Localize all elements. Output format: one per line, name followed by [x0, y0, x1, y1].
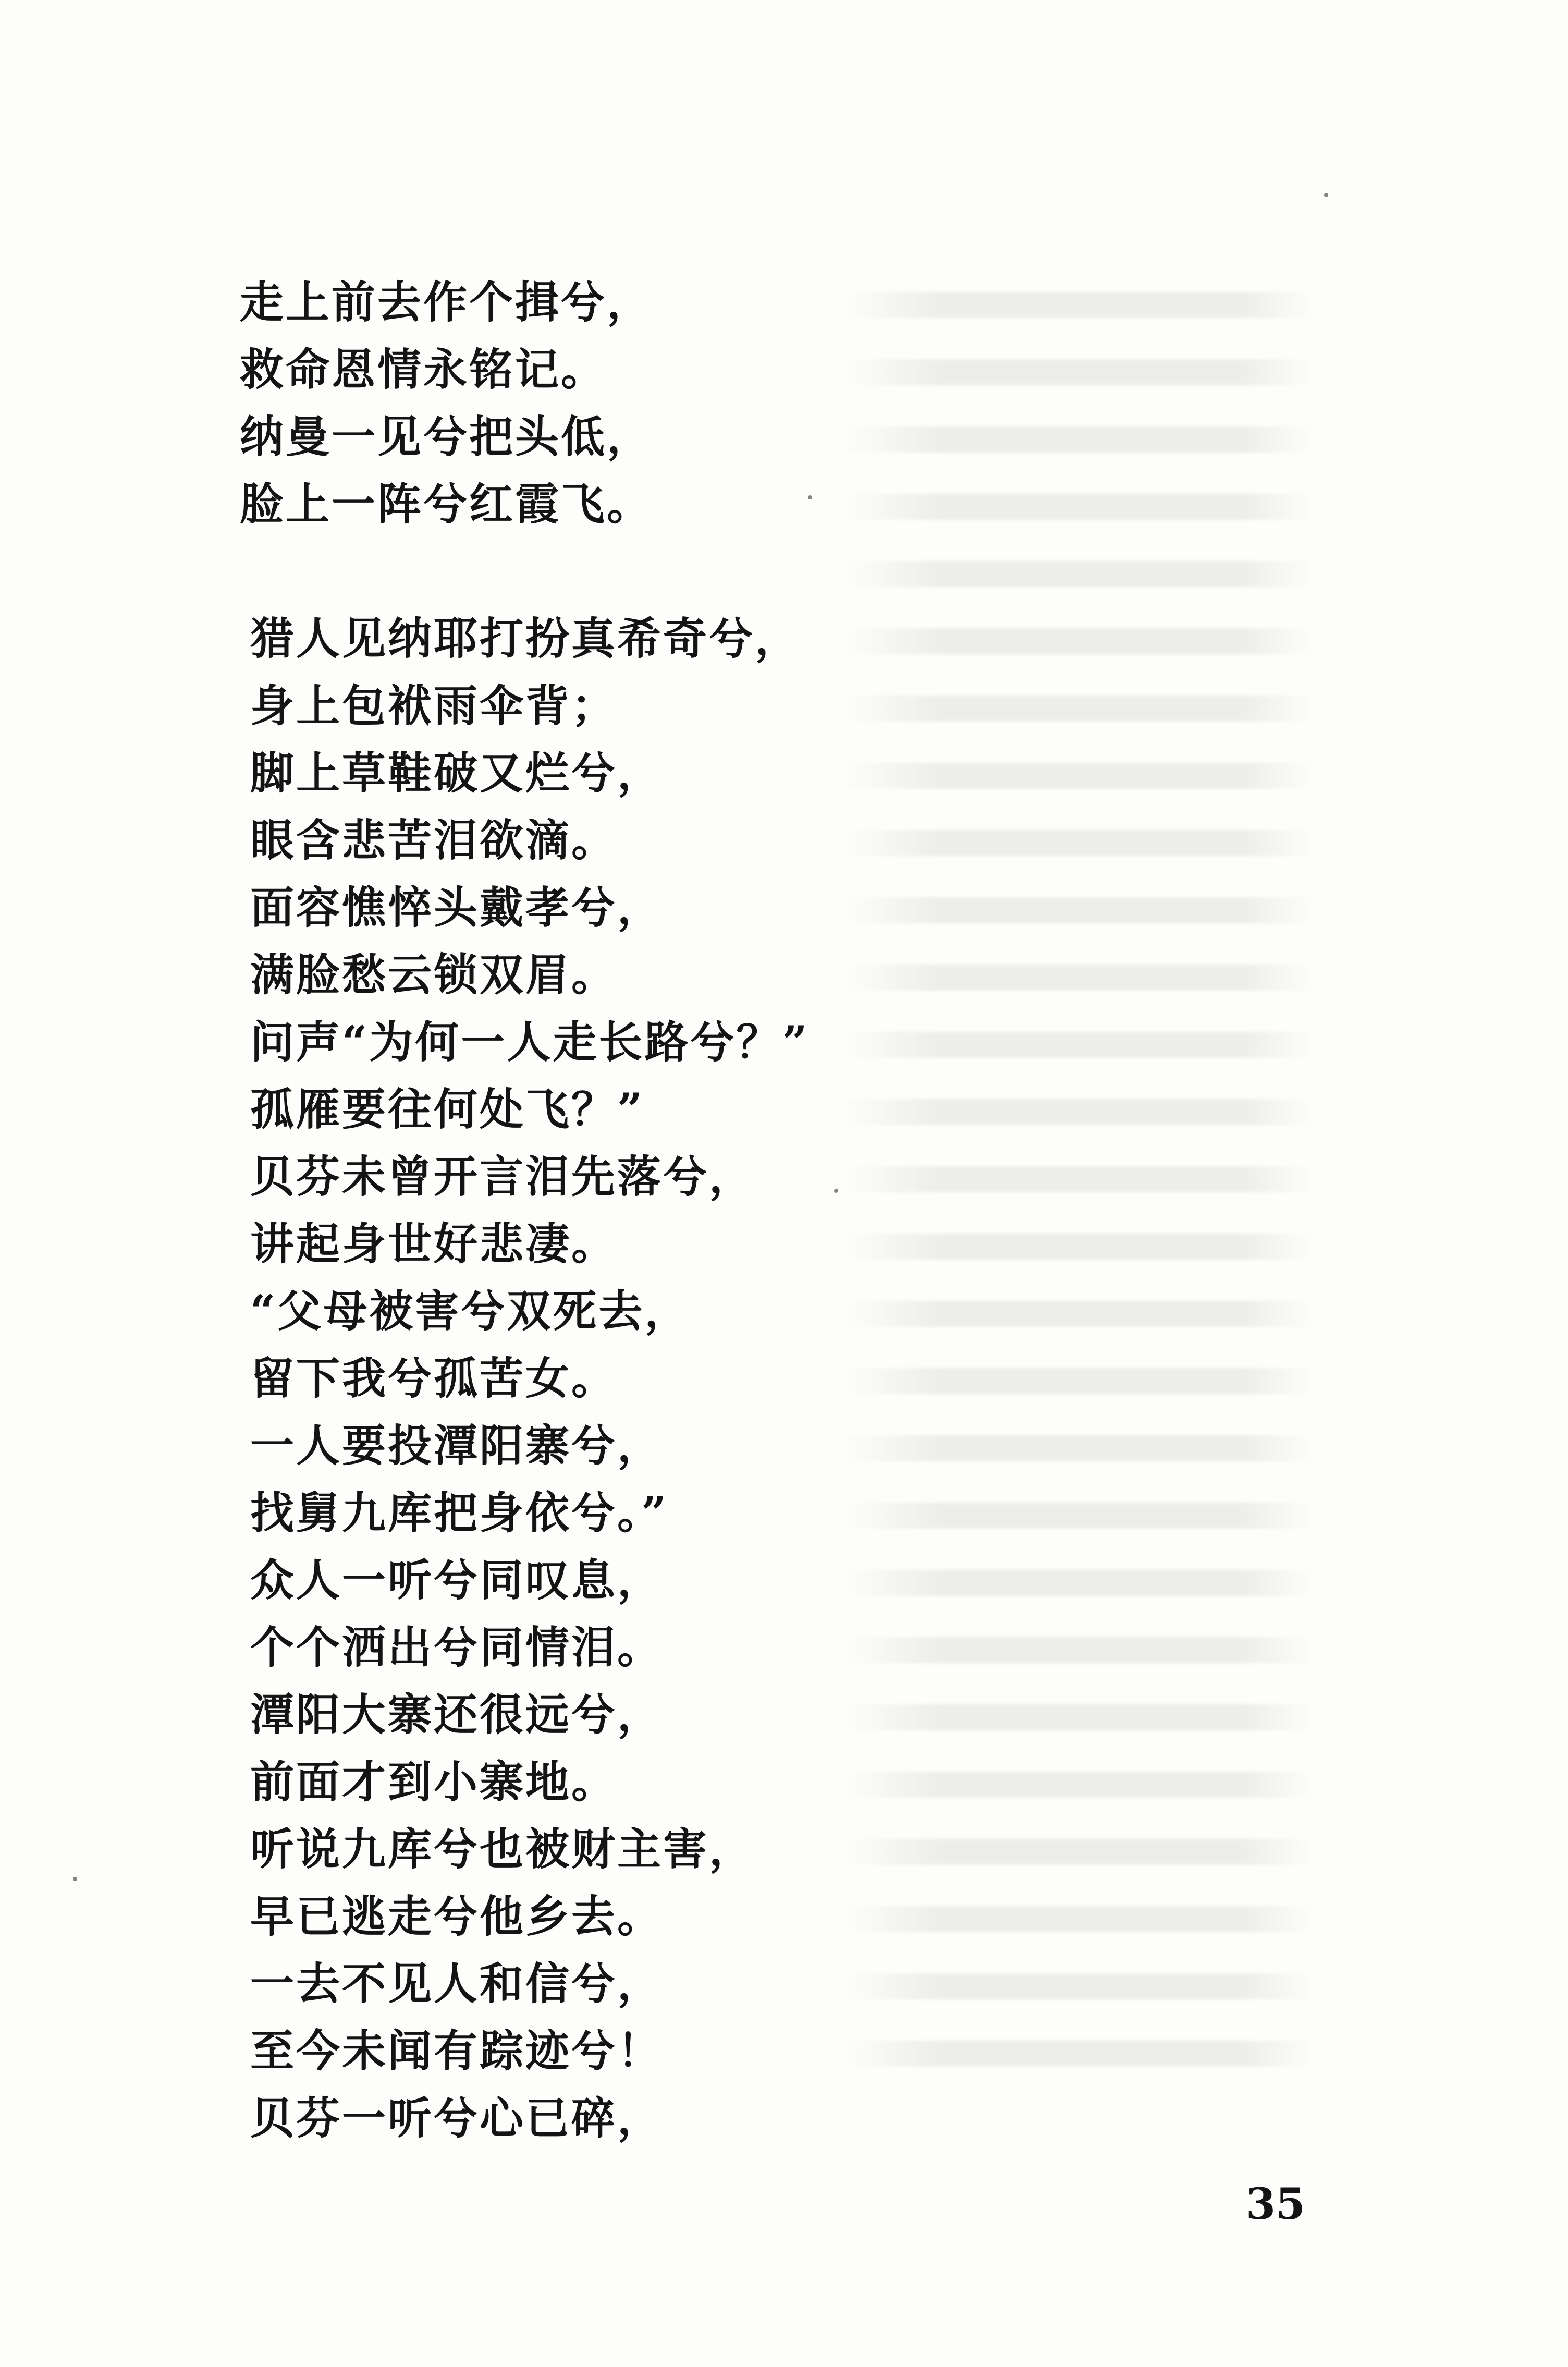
poem-line: 一去不见人和信兮，: [250, 1958, 664, 2009]
poem-line: 众人一听兮同叹息，: [250, 1554, 664, 1606]
poem-line: 眼含悲苦泪欲滴。: [250, 814, 618, 866]
print-speck: [834, 1189, 838, 1193]
poem-line: 个个洒出兮同情泪。: [250, 1621, 664, 1673]
print-speck: [808, 495, 812, 499]
poem-line: 脸上一阵兮红霞飞。: [240, 478, 653, 530]
poem-line: 脚上草鞋破又烂兮，: [250, 747, 664, 799]
poem-line: 贝芬未曾开言泪先落兮，: [250, 1151, 755, 1202]
poem-line: 问声“为何一人走长路兮？”: [250, 1016, 810, 1068]
print-speck: [73, 1877, 77, 1881]
poem-line: 讲起身世好悲凄。: [250, 1218, 618, 1270]
poem-line: 早已逃走兮他乡去。: [250, 1890, 664, 1942]
print-speck: [1324, 193, 1328, 197]
poem-line: “父母被害兮双死去，: [250, 1285, 691, 1337]
poem-line: 找舅九库把身依兮。”: [250, 1487, 669, 1539]
poem-line: 身上包袱雨伞背；: [250, 680, 618, 731]
poem-line: 孤雁要往何处飞？”: [250, 1083, 645, 1135]
poem-line: 满脸愁云锁双眉。: [250, 949, 618, 1001]
poem-line: 一人要投潭阳寨兮，: [250, 1420, 664, 1471]
poem-line: 面容憔悴头戴孝兮，: [250, 882, 664, 933]
poem-line: 前面才到小寨地。: [250, 1756, 618, 1808]
page-number: 35: [1246, 2179, 1306, 2229]
poem-line: 留下我兮孤苦女。: [250, 1352, 618, 1404]
poem-line: 走上前去作个揖兮，: [240, 276, 653, 328]
poem-line: 救命恩情永铭记。: [240, 344, 607, 395]
poem-line: 贝芬一听兮心已碎，: [250, 2092, 664, 2144]
poem-stanza-2: [240, 605, 1022, 2152]
poem-line: 至今未闻有踪迹兮！: [250, 2025, 664, 2077]
poem-line: 潭阳大寨还很远兮，: [250, 1689, 664, 1740]
poem-line: 纳曼一见兮把头低，: [240, 411, 653, 462]
poem-stanza-1: [240, 269, 1022, 538]
poem-line: 听说九库兮也被财主害，: [250, 1823, 755, 1875]
poem-line: 猎人见纳耶打扮真希奇兮，: [250, 613, 801, 664]
